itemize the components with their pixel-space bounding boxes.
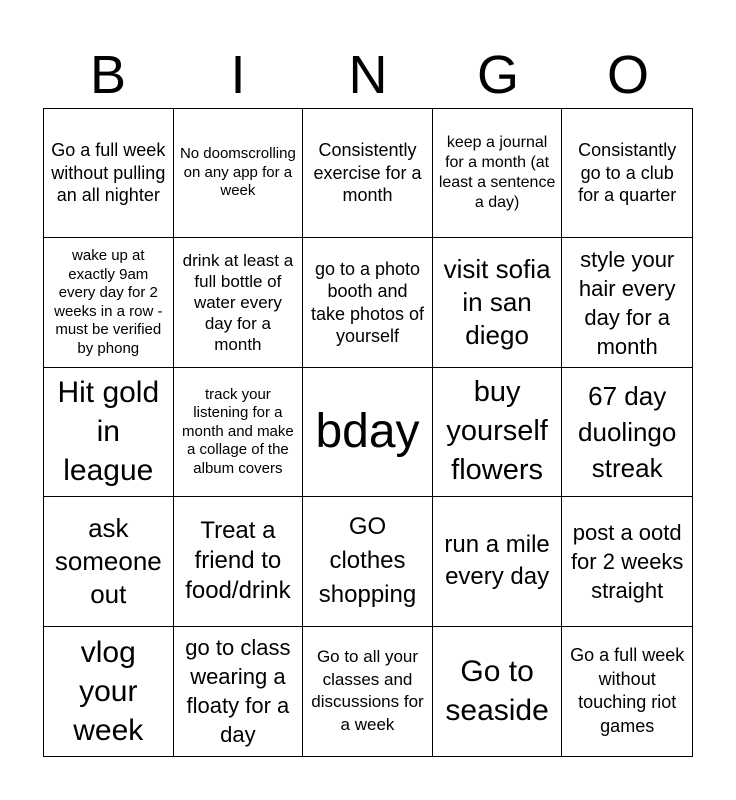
- bingo-cell-r1-c2[interactable]: [174, 109, 304, 238]
- header-letter-i: I: [230, 45, 246, 105]
- cell-text: No doomscrolling on any app for a week: [179, 145, 296, 200]
- bingo-cell-r5-c2[interactable]: [174, 627, 304, 756]
- bingo-cell-r5-c1[interactable]: [44, 627, 174, 756]
- header-letter-b: B: [89, 45, 127, 105]
- header-letter-g: G: [476, 45, 519, 105]
- bingo-cell-r2-c4[interactable]: [433, 238, 563, 367]
- bingo-cell-r2-c5[interactable]: [562, 238, 692, 367]
- bingo-cell-r3-c1[interactable]: [44, 368, 174, 497]
- header-letter-o: O: [606, 45, 649, 105]
- bingo-board: [43, 108, 693, 757]
- bingo-cell-r4-c2[interactable]: [174, 497, 304, 626]
- header-letter-n: N: [348, 45, 388, 105]
- bingo-cell-r1-c5[interactable]: [562, 109, 692, 238]
- bingo-cell-r2-c3[interactable]: [303, 238, 433, 367]
- cell-text: ask someone out: [54, 512, 162, 609]
- cell-text: Consistently exercise for a month: [313, 140, 422, 206]
- cell-text: style your hair every day for a month: [578, 246, 676, 359]
- bingo-cell-r4-c5[interactable]: [562, 497, 692, 626]
- bingo-header: [43, 44, 693, 106]
- cell-text: Go to all your classes and discussions for a week: [311, 647, 424, 734]
- cell-text: drink at least a full bottle of water every day for a month: [182, 251, 294, 355]
- cell-text: Treat a friend to food/drink: [185, 517, 291, 605]
- bingo-cell-r1-c3[interactable]: [303, 109, 433, 238]
- cell-text: vlog your week: [73, 635, 144, 747]
- bingo-cell-r2-c1[interactable]: [44, 238, 174, 367]
- cell-text: Consistantly go to a club for a quarter: [578, 140, 677, 206]
- bingo-cell-r3-c3[interactable]: [303, 368, 433, 497]
- cell-text: bday: [315, 404, 420, 458]
- cell-text: go to class wearing a floaty for a day: [185, 635, 291, 748]
- bingo-cell-r4-c4[interactable]: [433, 497, 563, 626]
- bingo-cell-r2-c2[interactable]: [174, 238, 304, 367]
- cell-text: buy yourself flowers: [446, 376, 548, 487]
- cell-text: Go a full week without pulling an all nighter: [51, 140, 166, 206]
- bingo-cell-r5-c4[interactable]: [433, 627, 563, 756]
- bingo-cell-r3-c2[interactable]: [174, 368, 304, 497]
- bingo-cell-r4-c1[interactable]: [44, 497, 174, 626]
- cell-text: keep a journal for a month (at least a sentence a day): [438, 134, 556, 212]
- cell-text: Hit gold in league: [57, 376, 160, 488]
- cell-text: post a ootd for 2 weeks straight: [570, 519, 684, 603]
- cell-text: Go a full week without touching riot games: [570, 645, 685, 736]
- bingo-cell-r1-c4[interactable]: [433, 109, 563, 238]
- bingo-cell-r5-c5[interactable]: [562, 627, 692, 756]
- cell-text: GO clothes shopping: [318, 513, 417, 609]
- bingo-cell-r4-c3[interactable]: [303, 497, 433, 626]
- cell-text: visit sofia in san diego: [443, 254, 551, 351]
- bingo-cell-r3-c5[interactable]: [562, 368, 692, 497]
- cell-text: 67 day duolingo streak: [578, 380, 677, 483]
- cell-text: run a mile every day: [444, 531, 550, 591]
- bingo-cell-r1-c1[interactable]: [44, 109, 174, 238]
- cell-text: Go to seaside: [445, 655, 549, 728]
- cell-text: wake up at exactly 9am every day for 2 weeks in a row - must be verified by phong: [54, 247, 163, 357]
- bingo-cell-r3-c4[interactable]: [433, 368, 563, 497]
- bingo-cell-r5-c3[interactable]: [303, 627, 433, 756]
- cell-text: track your listening for a month and make a collage of the album covers: [182, 385, 294, 477]
- cell-text: go to a photo booth and take photos of yourself: [310, 258, 425, 347]
